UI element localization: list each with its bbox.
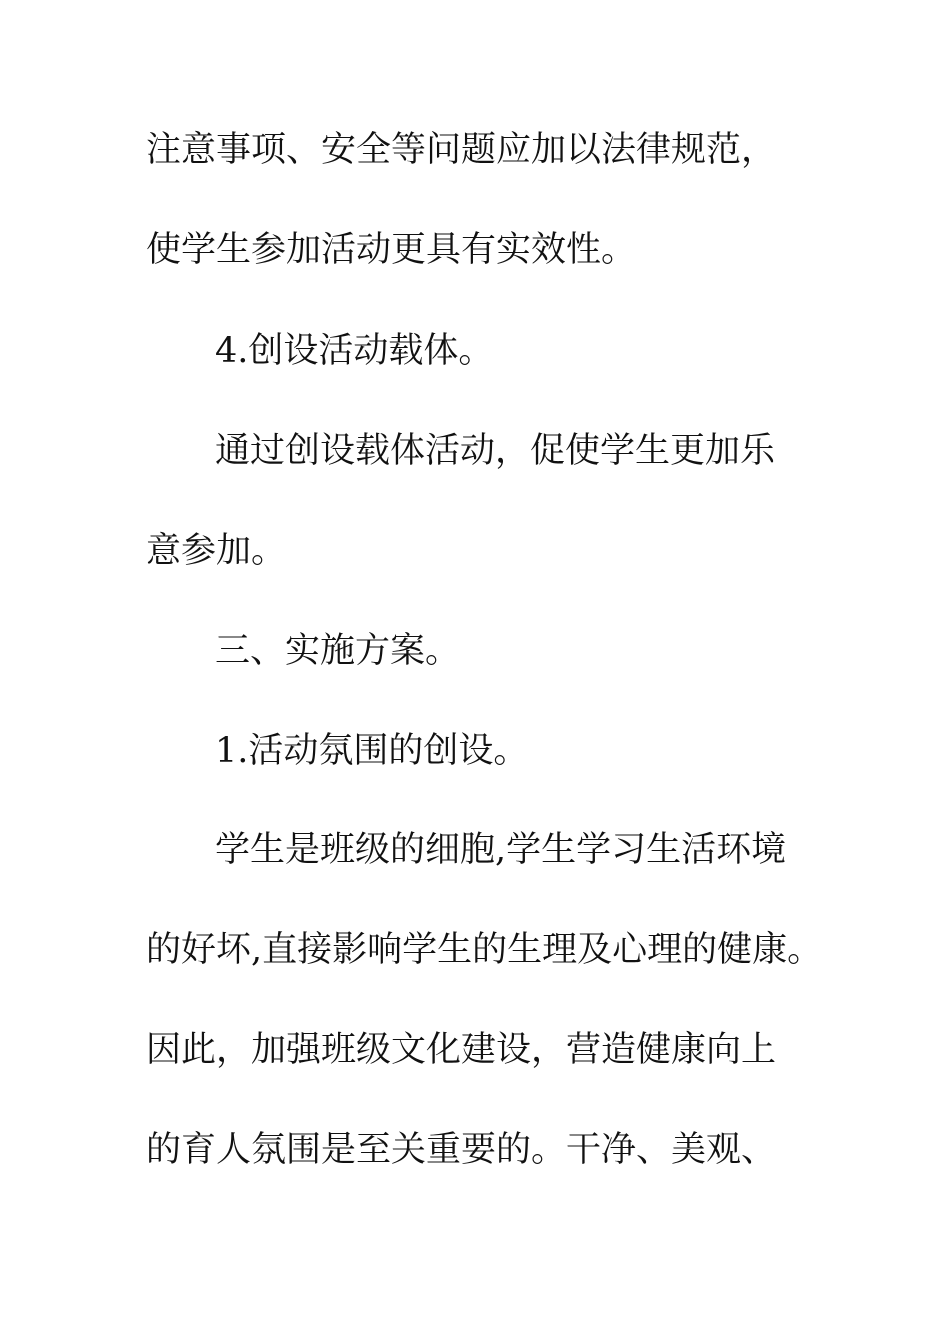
text-line-8: 学生是班级的细胞,学生学习生活环境 xyxy=(215,830,787,870)
text-line-10: 因此，加强班级文化建设，营造健康向上 xyxy=(146,1030,777,1070)
text-line-2: 使学生参加活动更具有实效性。 xyxy=(146,230,637,270)
text-line-9: 的好坏,直接影响学生的生理及心理的健康。 xyxy=(146,930,823,970)
text-line-11: 的育人氛围是至关重要的。干净、美观、 xyxy=(146,1130,777,1170)
text-line-1: 注意事项、安全等问题应加以法律规范， xyxy=(146,130,777,170)
section-heading-3: 三、实施方案。 xyxy=(215,631,461,671)
subsection-heading-1: 1.活动氛围的创设。 xyxy=(215,731,529,771)
text-line-5: 意参加。 xyxy=(146,531,287,571)
text-line-4: 通过创设载体活动，促使学生更加乐 xyxy=(215,431,776,471)
section-heading-4: 4.创设活动载体。 xyxy=(215,331,494,371)
